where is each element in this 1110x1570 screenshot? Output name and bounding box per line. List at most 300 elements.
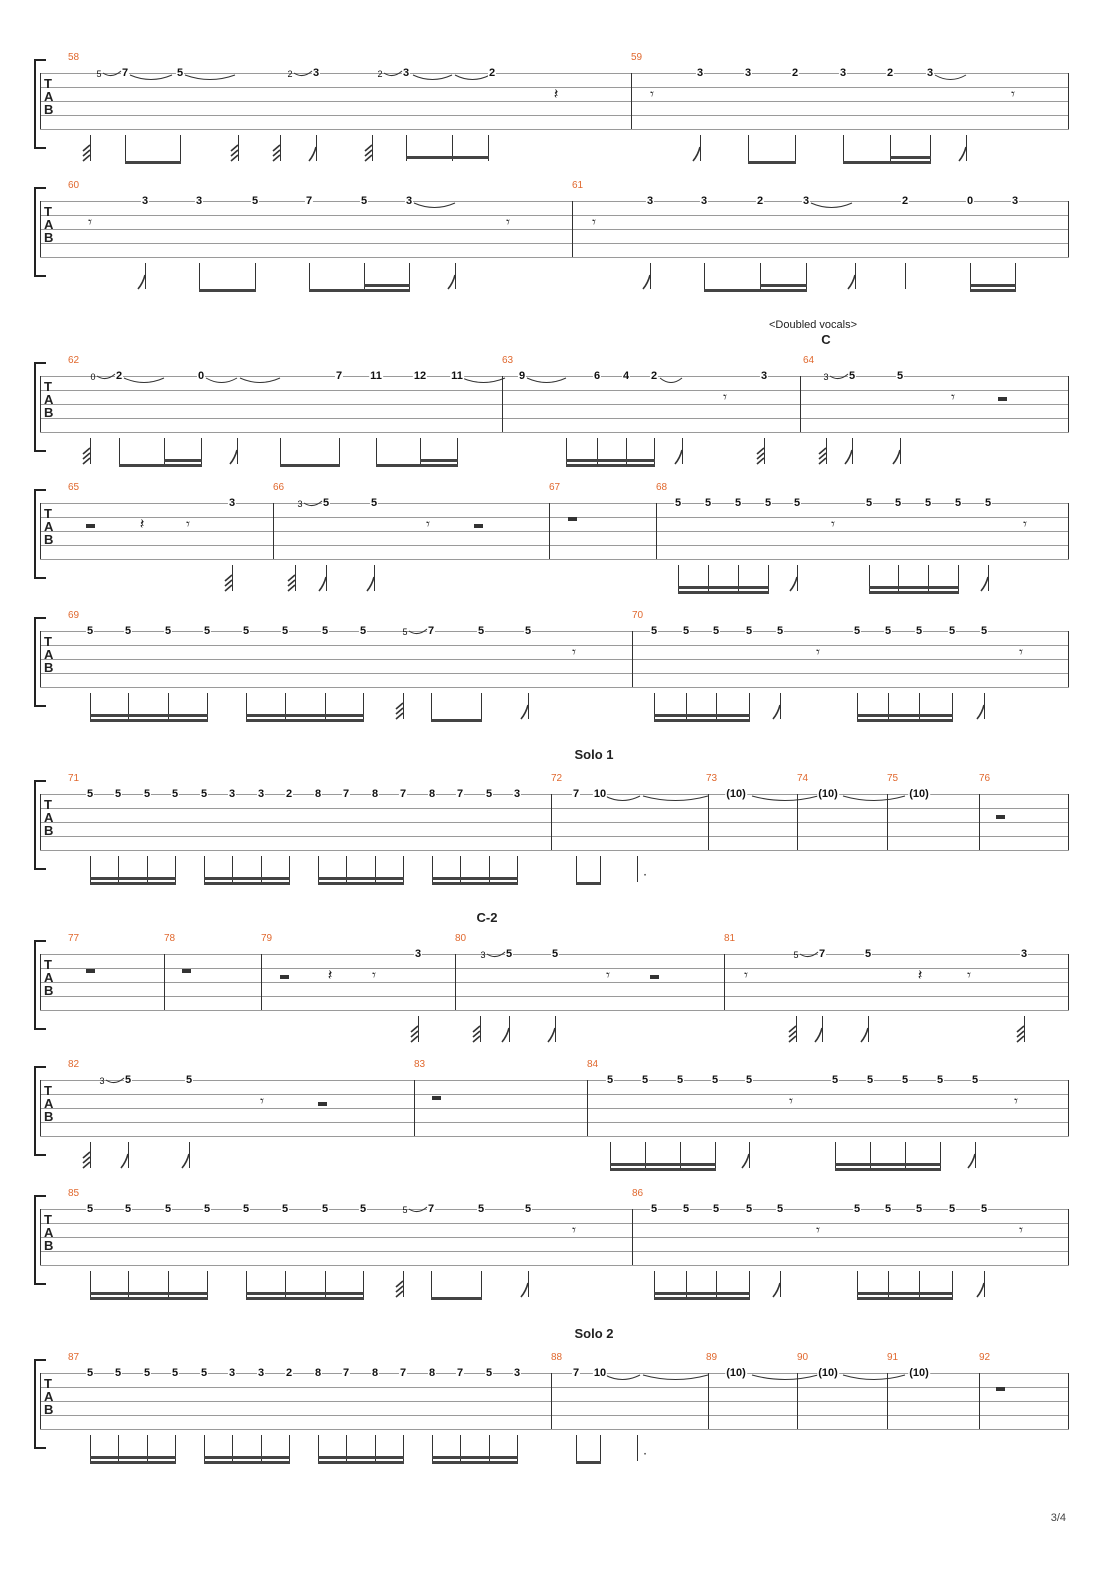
fret-number: 5 — [200, 1367, 208, 1379]
note-stem — [481, 1271, 482, 1297]
grace-slur — [103, 70, 121, 78]
quarter-rest: 𝄽 — [553, 85, 559, 103]
note-flag — [976, 701, 986, 721]
barline — [1068, 631, 1069, 687]
tab-clef-letter: T — [44, 506, 52, 521]
grace-note: 0 — [90, 372, 96, 382]
barline — [1068, 1209, 1069, 1265]
section-label: Solo 1 — [574, 747, 614, 762]
half-rest — [998, 397, 1007, 401]
fret-number: 5 — [745, 1203, 753, 1215]
note-beam — [164, 459, 202, 462]
fret-number: 3 — [926, 67, 934, 79]
barline — [40, 1209, 41, 1265]
note-beam — [90, 882, 176, 885]
tab-clef-letter: B — [44, 1109, 54, 1124]
tab-clef-letter: A — [44, 647, 54, 662]
barline — [800, 376, 801, 432]
measure-number: 59 — [631, 52, 643, 63]
eighth-rest: 𝄾 — [816, 1221, 820, 1239]
fret-number: 3 — [646, 195, 654, 207]
string-line — [40, 545, 1069, 546]
fret-number: 5 — [359, 625, 367, 637]
measure-number: 82 — [68, 1059, 80, 1070]
barline — [708, 794, 709, 850]
fret-number: 8 — [371, 1367, 379, 1379]
fret-number: 2 — [791, 67, 799, 79]
eighth-rest: 𝄾 — [186, 515, 190, 533]
barline — [724, 954, 725, 1010]
fret-number: 3 — [141, 195, 149, 207]
note-beam — [90, 1456, 176, 1459]
note-beam — [869, 586, 959, 589]
note-stem — [637, 1435, 638, 1461]
fret-number: 3 — [700, 195, 708, 207]
note-stem — [180, 135, 181, 161]
fret-number: 3 — [228, 1367, 236, 1379]
note-beam — [857, 1292, 953, 1295]
note-flag — [520, 701, 530, 721]
fret-number: 5 — [171, 788, 179, 800]
eighth-rest: 𝄾 — [426, 515, 430, 533]
measure-number: 76 — [979, 773, 991, 784]
fret-number: 5 — [321, 1203, 329, 1215]
note-flag — [120, 1150, 130, 1170]
fret-number: 10 — [593, 1367, 607, 1379]
fret-number: 7 — [342, 1367, 350, 1379]
note-beam — [318, 877, 404, 880]
measure-number: 63 — [502, 355, 514, 366]
barline — [1068, 73, 1069, 129]
fret-number: 5 — [831, 1074, 839, 1086]
note-beam — [420, 459, 458, 462]
note-beam — [970, 289, 1016, 292]
measure-number: 72 — [551, 773, 563, 784]
note-stem — [119, 438, 120, 464]
half-rest — [568, 517, 577, 521]
note-beam — [566, 464, 655, 467]
fret-number: 5 — [485, 788, 493, 800]
fret-number: 7 — [335, 370, 343, 382]
eighth-rest: 𝄾 — [1019, 643, 1023, 661]
note-stem — [576, 1435, 577, 1461]
fret-number: 5 — [971, 1074, 979, 1086]
string-line — [40, 645, 1069, 646]
fret-number: 5 — [954, 497, 962, 509]
string-line — [40, 659, 1069, 660]
measure-number: 62 — [68, 355, 80, 366]
note-flag — [818, 446, 828, 466]
measure-number: 73 — [706, 773, 718, 784]
note-flag — [547, 1024, 557, 1044]
fret-number: 0 — [966, 195, 974, 207]
note-flag — [395, 1279, 405, 1299]
fret-number: 7 — [427, 1203, 435, 1215]
measure-number: 74 — [797, 773, 809, 784]
string-line — [40, 808, 1069, 809]
note-beam — [90, 719, 208, 722]
tie-arc — [605, 795, 640, 805]
measure-number: 78 — [164, 933, 176, 944]
tab-clef-letter: A — [44, 89, 54, 104]
tie-arc — [752, 795, 818, 805]
string-line — [40, 418, 1069, 419]
tie-arc — [843, 795, 905, 805]
tab-clef-letter: B — [44, 983, 54, 998]
fret-number: 3 — [1011, 195, 1019, 207]
note-stem — [199, 263, 200, 289]
eighth-rest: 𝄾 — [744, 966, 748, 984]
note-flag — [272, 143, 282, 163]
note-flag — [967, 1150, 977, 1170]
measure-number: 68 — [656, 482, 668, 493]
string-line — [40, 1136, 1069, 1137]
note-flag — [844, 446, 854, 466]
fret-number: 5 — [793, 497, 801, 509]
page-number: 3/4 — [1050, 1512, 1066, 1524]
note-beam — [654, 719, 750, 722]
eighth-rest: 𝄾 — [1023, 515, 1027, 533]
tie-arc — [130, 74, 172, 84]
note-flag — [137, 271, 147, 291]
note-beam — [246, 1297, 364, 1300]
measure-number: 69 — [68, 610, 80, 621]
measure-number: 61 — [572, 180, 584, 191]
note-beam — [364, 284, 410, 287]
barline — [549, 503, 550, 559]
note-beam — [843, 161, 931, 164]
string-line — [40, 850, 1069, 851]
note-stem — [600, 856, 601, 882]
measure-number: 65 — [68, 482, 80, 493]
note-beam — [199, 289, 256, 292]
note-flag — [82, 143, 92, 163]
note-beam — [857, 1297, 953, 1300]
fret-number: 5 — [86, 788, 94, 800]
fret-number: 11 — [451, 370, 463, 382]
grace-slur — [294, 70, 312, 78]
note-beam — [760, 284, 807, 287]
grace-slur — [409, 1206, 427, 1214]
tab-clef-letter: T — [44, 957, 52, 972]
fret-number: 3 — [513, 1367, 521, 1379]
fret-number: 5 — [143, 1367, 151, 1379]
fret-number: 5 — [948, 1203, 956, 1215]
fret-number: 5 — [980, 1203, 988, 1215]
note-flag — [224, 573, 234, 593]
fret-number: 5 — [853, 1203, 861, 1215]
fret-number: 5 — [676, 1074, 684, 1086]
fret-number: 7 — [456, 788, 464, 800]
fret-number: 5 — [776, 625, 784, 637]
fret-number: 3 — [257, 1367, 265, 1379]
grace-note: 5 — [96, 69, 102, 79]
grace-slur — [97, 373, 115, 381]
half-rest — [318, 1102, 327, 1106]
note-beam — [869, 591, 959, 594]
tie-arc — [206, 377, 237, 387]
note-flag — [82, 1150, 92, 1170]
barline — [40, 1080, 41, 1136]
tie-arc — [643, 1374, 708, 1384]
fret-number: 2 — [650, 370, 658, 382]
tab-clef-letter: T — [44, 634, 52, 649]
half-rest — [996, 1387, 1005, 1391]
fret-number: 5 — [203, 1203, 211, 1215]
fret-number: (10) — [909, 1367, 929, 1379]
tab-clef-letter: B — [44, 102, 54, 117]
note-flag — [229, 446, 239, 466]
barline — [1068, 503, 1069, 559]
fret-number: 5 — [505, 948, 513, 960]
fret-number: 5 — [650, 625, 658, 637]
fret-number: 3 — [802, 195, 810, 207]
fret-number: 12 — [413, 370, 427, 382]
note-stem — [339, 438, 340, 464]
fret-number: 7 — [427, 625, 435, 637]
fret-number: 3 — [228, 497, 236, 509]
note-stem — [431, 1271, 432, 1297]
fret-number: 3 — [744, 67, 752, 79]
fret-number: 7 — [121, 67, 129, 79]
barline — [572, 201, 573, 257]
note-beam — [678, 586, 769, 589]
eighth-rest: 𝄾 — [816, 643, 820, 661]
fret-number: 5 — [281, 1203, 289, 1215]
note-flag — [788, 1024, 798, 1044]
fret-number: 3 — [402, 67, 410, 79]
barline — [40, 73, 41, 129]
barline — [1068, 1080, 1069, 1136]
note-beam — [857, 714, 953, 717]
fret-number: 5 — [865, 497, 873, 509]
string-line — [40, 673, 1069, 674]
fret-number: 3 — [760, 370, 768, 382]
string-line — [40, 1387, 1069, 1388]
note-stem — [280, 438, 281, 464]
fret-number: 5 — [242, 1203, 250, 1215]
tab-clef-letter: T — [44, 1083, 52, 1098]
measure-number: 79 — [261, 933, 273, 944]
fret-number: 5 — [370, 497, 378, 509]
fret-number: 5 — [712, 625, 720, 637]
barline — [40, 1373, 41, 1429]
note-stem — [576, 856, 577, 882]
fret-number: 8 — [314, 1367, 322, 1379]
fret-number: 5 — [124, 1074, 132, 1086]
tie-arc — [752, 1374, 818, 1384]
grace-slur — [487, 951, 505, 959]
barline — [1068, 954, 1069, 1010]
fret-number: 5 — [124, 1203, 132, 1215]
fret-number: 5 — [551, 948, 559, 960]
eighth-rest: 𝄾 — [606, 966, 610, 984]
note-beam — [204, 882, 290, 885]
barline — [632, 631, 633, 687]
eighth-rest: 𝄾 — [592, 213, 596, 231]
note-flag — [366, 573, 376, 593]
string-line — [40, 836, 1069, 837]
fret-number: 5 — [764, 497, 772, 509]
note-beam — [431, 719, 482, 722]
fret-number: 5 — [322, 497, 330, 509]
tie-arc — [413, 74, 452, 84]
grace-slur — [384, 70, 402, 78]
note-beam — [204, 1461, 290, 1464]
fret-number: 6 — [593, 370, 601, 382]
half-rest — [432, 1096, 441, 1100]
fret-number: 3 — [405, 195, 413, 207]
note-beam — [835, 1163, 941, 1166]
fret-number: 5 — [936, 1074, 944, 1086]
note-beam — [835, 1168, 941, 1171]
half-rest — [996, 815, 1005, 819]
eighth-rest: 𝄾 — [789, 1092, 793, 1110]
fret-number: 5 — [848, 370, 856, 382]
note-beam — [119, 464, 202, 467]
measure-number: 84 — [587, 1059, 599, 1070]
tie-arc — [414, 202, 455, 212]
tab-clef-letter: B — [44, 532, 54, 547]
note-flag — [756, 446, 766, 466]
tab-clef-letter: A — [44, 1225, 54, 1240]
note-flag — [674, 446, 684, 466]
barline — [979, 1373, 980, 1429]
note-flag — [958, 143, 968, 163]
grace-note: 2 — [287, 69, 293, 79]
tie-arc — [240, 377, 280, 387]
fret-number: 5 — [650, 1203, 658, 1215]
fret-number: 5 — [485, 1367, 493, 1379]
note-beam — [246, 714, 364, 717]
fret-number: (10) — [726, 788, 746, 800]
note-flag — [860, 1024, 870, 1044]
grace-note: 3 — [823, 372, 829, 382]
tie-arc — [660, 377, 682, 387]
barline — [979, 794, 980, 850]
measure-number: 67 — [549, 482, 561, 493]
barline — [656, 503, 657, 559]
eighth-rest: 𝄾 — [506, 213, 510, 231]
string-line — [40, 1429, 1069, 1430]
fret-number: 3 — [414, 948, 422, 960]
fret-number: 5 — [164, 1203, 172, 1215]
note-flag — [472, 1024, 482, 1044]
tie-arc — [462, 377, 505, 387]
note-flag — [501, 1024, 511, 1044]
note-beam — [90, 1292, 208, 1295]
eighth-rest: 𝄾 — [650, 85, 654, 103]
fret-number: 2 — [756, 195, 764, 207]
fret-number: 5 — [164, 625, 172, 637]
note-beam — [432, 882, 518, 885]
note-flag — [814, 1024, 824, 1044]
barline — [1068, 1373, 1069, 1429]
dot: · — [643, 1447, 647, 1461]
fret-number: (10) — [818, 1367, 838, 1379]
string-line — [40, 432, 1069, 433]
tab-system — [0, 0, 1110, 1]
fret-number: 5 — [682, 1203, 690, 1215]
note-flag — [230, 143, 240, 163]
fret-number: 5 — [734, 497, 742, 509]
note-flag — [82, 446, 92, 466]
fret-number: 2 — [901, 195, 909, 207]
string-line — [40, 1251, 1069, 1252]
note-stem — [600, 1435, 601, 1461]
string-line — [40, 229, 1069, 230]
note-beam — [576, 882, 601, 885]
measure-number: 87 — [68, 1352, 80, 1363]
fret-number: 2 — [285, 788, 293, 800]
grace-slur — [830, 373, 848, 381]
note-stem — [843, 135, 844, 161]
fret-number: 5 — [984, 497, 992, 509]
fret-number: 7 — [399, 788, 407, 800]
tab-clef-letter: B — [44, 1402, 54, 1417]
eighth-rest: 𝄾 — [572, 643, 576, 661]
note-beam — [90, 1297, 208, 1300]
text-annotation: <Doubled vocals> — [768, 319, 858, 331]
note-beam — [432, 877, 518, 880]
tab-clef-letter: T — [44, 76, 52, 91]
fret-number: 5 — [864, 948, 872, 960]
grace-note: 3 — [99, 1076, 105, 1086]
fret-number: 5 — [124, 625, 132, 637]
fret-number: 7 — [572, 1367, 580, 1379]
eighth-rest: 𝄾 — [967, 966, 971, 984]
note-beam — [431, 1297, 482, 1300]
note-beam — [654, 1292, 750, 1295]
note-beam — [90, 1461, 176, 1464]
grace-slur — [106, 1077, 124, 1085]
note-beam — [704, 289, 807, 292]
fret-number: 3 — [1020, 948, 1028, 960]
measure-number: 66 — [273, 482, 285, 493]
grace-note: 3 — [297, 499, 303, 509]
note-beam — [90, 714, 208, 717]
eighth-rest: 𝄾 — [1011, 85, 1015, 103]
measure-number: 58 — [68, 52, 80, 63]
string-line — [40, 390, 1069, 391]
barline — [273, 503, 274, 559]
fret-number: 7 — [456, 1367, 464, 1379]
half-rest — [86, 969, 95, 973]
fret-number: 5 — [251, 195, 259, 207]
tab-clef-letter: A — [44, 392, 54, 407]
note-stem — [795, 135, 796, 161]
barline — [1068, 376, 1069, 432]
fret-number: 7 — [818, 948, 826, 960]
grace-slur — [800, 951, 818, 959]
fret-number: 5 — [143, 788, 151, 800]
eighth-rest: 𝄾 — [372, 966, 376, 984]
fret-number: 5 — [745, 1074, 753, 1086]
tab-clef-letter: A — [44, 970, 54, 985]
barline — [708, 1373, 709, 1429]
string-line — [40, 503, 1069, 504]
fret-number: 3 — [839, 67, 847, 79]
fret-number: 5 — [359, 1203, 367, 1215]
fret-number: 3 — [257, 788, 265, 800]
note-beam — [376, 464, 458, 467]
note-flag — [1016, 1024, 1026, 1044]
string-line — [40, 559, 1069, 560]
fret-number: 5 — [86, 1203, 94, 1215]
fret-number: 5 — [674, 497, 682, 509]
fret-number: 0 — [197, 370, 205, 382]
note-beam — [204, 1456, 290, 1459]
